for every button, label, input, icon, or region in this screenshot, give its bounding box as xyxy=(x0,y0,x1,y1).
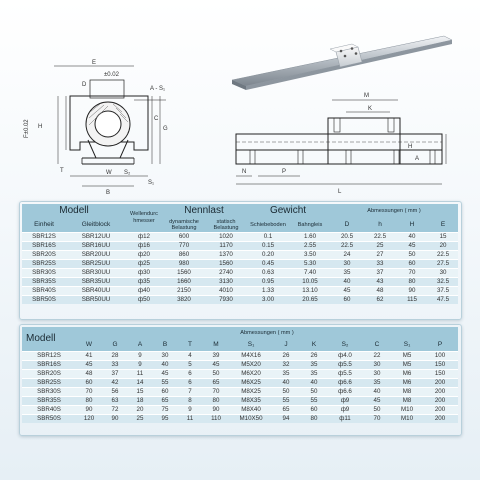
table-cell: 7 xyxy=(178,388,202,397)
table-cell: SBR12UU xyxy=(66,233,126,242)
side-n-label: N xyxy=(242,169,247,175)
table-cell: 94 xyxy=(272,415,300,424)
table-cell: 14 xyxy=(128,379,152,388)
svg-text:E: E xyxy=(92,60,97,66)
table-cell: 3130 xyxy=(206,278,246,287)
spec-table-dimensions xyxy=(22,327,458,423)
table-cell: 50 xyxy=(396,251,428,260)
table-row xyxy=(22,352,458,361)
table-cell: 43 xyxy=(364,278,396,287)
header2-abmessungen: Abmessungen ( mm ) xyxy=(76,327,458,339)
table-cell: 60 xyxy=(152,388,178,397)
table-cell: 70 xyxy=(76,388,102,397)
table-cell: M8X35 xyxy=(230,397,272,406)
table-cell: SBR50S xyxy=(22,415,76,424)
header-einheit: Einheit xyxy=(22,218,66,233)
table-cell: 65 xyxy=(202,379,230,388)
front-b-label: B xyxy=(106,190,111,196)
column-header: A xyxy=(128,339,152,352)
table-cell: 860 xyxy=(162,251,206,260)
table-cell: 60 xyxy=(396,260,428,269)
table-cell: SBR12S xyxy=(22,352,76,361)
table-cell: 30 xyxy=(362,361,392,370)
table-cell: 22.5 xyxy=(330,242,364,251)
table-cell: 3820 xyxy=(162,296,206,305)
table-cell: 27.5 xyxy=(428,260,458,269)
front-f-label: F±0.02 xyxy=(24,119,30,138)
table-cell: 1660 xyxy=(162,278,206,287)
table-row xyxy=(22,406,458,415)
table-cell: ф35 xyxy=(126,278,162,287)
table-cell: M8X40 xyxy=(230,406,272,415)
table-cell: 37.5 xyxy=(428,287,458,296)
table-cell: 1170 xyxy=(206,242,246,251)
table-cell: 22.5 xyxy=(428,251,458,260)
column-header: G xyxy=(102,339,128,352)
table-cell: 8 xyxy=(178,397,202,406)
table-cell: ф50 xyxy=(126,296,162,305)
table-cell: 62 xyxy=(364,296,396,305)
table-cell: 20 xyxy=(128,406,152,415)
table-cell: SBR35S xyxy=(22,278,66,287)
table-cell: SBR30UU xyxy=(66,269,126,278)
side-l-label: L xyxy=(338,189,342,195)
table-cell: M8 xyxy=(392,397,422,406)
table-cell: 1370 xyxy=(206,251,246,260)
table-cell: 90 xyxy=(202,406,230,415)
header-abmessungen: Abmessungen ( mm ) xyxy=(330,204,458,218)
header-wellen: Wellendurc hmesser xyxy=(126,204,162,233)
table-cell: 70 xyxy=(202,388,230,397)
table-cell: 95 xyxy=(152,415,178,424)
front-h-label: H xyxy=(38,124,43,130)
header2-modell: Modell xyxy=(22,327,76,352)
table-cell: 50 xyxy=(272,388,300,397)
table-cell: 55 xyxy=(272,397,300,406)
table-row xyxy=(22,260,458,269)
table-cell: 2.55 xyxy=(290,242,330,251)
table-cell: 7.40 xyxy=(290,269,330,278)
table-cell: M10 xyxy=(392,406,422,415)
table-cell: 7930 xyxy=(206,296,246,305)
table-cell: 11 xyxy=(178,415,202,424)
table-cell: 50 xyxy=(300,388,328,397)
table-cell: SBR25UU xyxy=(66,260,126,269)
table-cell: M10 xyxy=(392,415,422,424)
table-row xyxy=(22,370,458,379)
table-cell: 0.20 xyxy=(246,251,290,260)
table-cell: 45 xyxy=(152,370,178,379)
table-cell: 80 xyxy=(76,397,102,406)
table-cell: 980 xyxy=(162,260,206,269)
table-cell: ф9 xyxy=(328,406,362,415)
table-row xyxy=(22,388,458,397)
column-header: K xyxy=(300,339,328,352)
column-header: J xyxy=(272,339,300,352)
table-cell: 22.5 xyxy=(364,233,396,242)
table-cell: 15 xyxy=(428,233,458,242)
table-cell: 60 xyxy=(300,406,328,415)
table-cell: M6 xyxy=(392,370,422,379)
table-cell: 200 xyxy=(422,406,458,415)
header-dynamisch: dynamische Belastung xyxy=(162,218,206,233)
table-cell: SBR16S xyxy=(22,361,76,370)
side-a-label: A xyxy=(415,156,420,162)
table-cell: 20 xyxy=(428,242,458,251)
table-row xyxy=(22,278,458,287)
column-header: S₂ xyxy=(328,339,362,352)
front-t-label: T xyxy=(60,168,64,174)
table-cell: 9 xyxy=(178,406,202,415)
table-cell: 6 xyxy=(178,379,202,388)
front-s1-label: S₁ xyxy=(148,180,155,186)
table-cell: 80 xyxy=(396,278,428,287)
table-cell: 35 xyxy=(330,269,364,278)
table-cell: ф20 xyxy=(126,251,162,260)
table-cell: ф12 xyxy=(126,233,162,242)
header-bahngleis: Bahngleis xyxy=(290,218,330,233)
table-cell: M6 xyxy=(392,379,422,388)
table-cell: ф25 xyxy=(126,260,162,269)
table-cell: M4X16 xyxy=(230,352,272,361)
table-cell: 39 xyxy=(202,352,230,361)
table-cell: SBR40UU xyxy=(66,287,126,296)
table-cell: M5 xyxy=(392,352,422,361)
column-header: B xyxy=(152,339,178,352)
table-cell: 33 xyxy=(102,361,128,370)
table-cell: SBR30S xyxy=(22,388,76,397)
table-cell: SBR50UU xyxy=(66,296,126,305)
side-k-label: K xyxy=(368,106,373,112)
table-cell: 47.5 xyxy=(428,296,458,305)
table-cell: 45 xyxy=(396,242,428,251)
table-cell: 20.5 xyxy=(330,233,364,242)
table-cell: 18 xyxy=(128,397,152,406)
table-cell: SBR50S xyxy=(22,296,66,305)
table-cell: ф40 xyxy=(126,287,162,296)
header-gewicht: Gewicht xyxy=(246,204,330,218)
table-cell: 32.5 xyxy=(428,278,458,287)
table-cell: 75 xyxy=(152,406,178,415)
table-cell: 35 xyxy=(300,361,328,370)
table-cell: 200 xyxy=(422,397,458,406)
table-cell: 33 xyxy=(364,260,396,269)
column-header: S₁ xyxy=(392,339,422,352)
table-row xyxy=(22,269,458,278)
table-cell: 30 xyxy=(152,352,178,361)
table-cell: 22 xyxy=(362,352,392,361)
table-cell: 1.60 xyxy=(290,233,330,242)
table-row xyxy=(22,415,458,424)
column-header: W xyxy=(76,339,102,352)
front-c-label: C xyxy=(154,116,159,122)
header-statisch: statisch Belastung xyxy=(206,218,246,233)
table-cell: 45 xyxy=(362,397,392,406)
side-view-drawing xyxy=(236,100,446,184)
table-row xyxy=(22,379,458,388)
table-row xyxy=(22,296,458,305)
table-cell: SBR20S xyxy=(22,251,66,260)
table-cell: SBR25S xyxy=(22,260,66,269)
table-cell: 200 xyxy=(422,379,458,388)
table-cell: SBR16UU xyxy=(66,242,126,251)
table-cell: M10X50 xyxy=(230,415,272,424)
front-w-label: W xyxy=(106,170,112,176)
table-cell: 25 xyxy=(364,242,396,251)
table-cell: 3.00 xyxy=(246,296,290,305)
table-cell: 1560 xyxy=(162,269,206,278)
table-cell: 35 xyxy=(300,370,328,379)
svg-text:±0.02: ±0.02 xyxy=(104,72,119,78)
svg-text:D: D xyxy=(82,82,87,88)
table-cell: 0.95 xyxy=(246,278,290,287)
table-cell: ф30 xyxy=(126,269,162,278)
table-cell: 26 xyxy=(300,352,328,361)
table-cell: 90 xyxy=(396,287,428,296)
table-cell: 30 xyxy=(362,370,392,379)
table-cell: 0.15 xyxy=(246,242,290,251)
table-cell: M5 xyxy=(392,361,422,370)
table-cell: 45 xyxy=(76,361,102,370)
table-cell: 45 xyxy=(202,361,230,370)
table-cell: 27 xyxy=(364,251,396,260)
table-cell: SBR16S xyxy=(22,242,66,251)
table-cell: 9 xyxy=(128,352,152,361)
table-cell: 1560 xyxy=(206,260,246,269)
table-cell: 48 xyxy=(76,370,102,379)
table-cell: 2150 xyxy=(162,287,206,296)
table-cell: 2740 xyxy=(206,269,246,278)
table-cell: 65 xyxy=(152,397,178,406)
table-cell: 5.30 xyxy=(290,260,330,269)
table-cell: 6 xyxy=(178,370,202,379)
table-cell: 42 xyxy=(102,379,128,388)
table-row xyxy=(22,233,458,242)
table-cell: 37 xyxy=(102,370,128,379)
table-cell: ф11 xyxy=(328,415,362,424)
table-cell: ф6.6 xyxy=(328,388,362,397)
table-cell: 25 xyxy=(128,415,152,424)
table-cell: 24 xyxy=(330,251,364,260)
column-header: S₁ xyxy=(230,339,272,352)
table-cell: 30 xyxy=(428,269,458,278)
table-row xyxy=(22,251,458,260)
table-cell: 3.50 xyxy=(290,251,330,260)
table-cell: 9 xyxy=(128,361,152,370)
table-cell: 20.65 xyxy=(290,296,330,305)
table-cell: 10.05 xyxy=(290,278,330,287)
header-nennlast: Nennlast xyxy=(162,204,246,218)
column-header: C xyxy=(362,339,392,352)
table-cell: 65 xyxy=(272,406,300,415)
table-cell: M8 xyxy=(392,388,422,397)
table-cell: M6X20 xyxy=(230,370,272,379)
table-cell: 0.1 xyxy=(246,233,290,242)
table-cell: 0.63 xyxy=(246,269,290,278)
table-cell: M8X25 xyxy=(230,388,272,397)
table-cell: SBR40S xyxy=(22,406,76,415)
table-cell: 35 xyxy=(362,379,392,388)
table-cell: 72 xyxy=(102,406,128,415)
table-cell: 63 xyxy=(102,397,128,406)
header-gleitblock: Gleitblock xyxy=(66,218,126,233)
table-row xyxy=(22,397,458,406)
table-cell: 11 xyxy=(128,370,152,379)
table-cell: M5X20 xyxy=(230,361,272,370)
table-cell: 1.33 xyxy=(246,287,290,296)
side-h-label: H xyxy=(408,144,413,150)
table-cell: SBR12S xyxy=(22,233,66,242)
table-cell: 1020 xyxy=(206,233,246,242)
table-cell: 40 xyxy=(330,278,364,287)
table-cell: 80 xyxy=(202,397,230,406)
table-cell: 80 xyxy=(300,415,328,424)
table-cell: 600 xyxy=(162,233,206,242)
table-cell: 13.10 xyxy=(290,287,330,296)
table-cell: 55 xyxy=(152,379,178,388)
table-cell: 40 xyxy=(396,233,428,242)
table-cell: 150 xyxy=(422,361,458,370)
table-cell: 26 xyxy=(272,352,300,361)
table-cell: ф16 xyxy=(126,242,162,251)
column-header: T xyxy=(178,339,202,352)
front-view-drawing xyxy=(54,60,166,186)
table-cell: 70 xyxy=(396,269,428,278)
table-cell: 770 xyxy=(162,242,206,251)
table-cell: 55 xyxy=(300,397,328,406)
table-cell: 35 xyxy=(272,370,300,379)
table-cell: 32 xyxy=(272,361,300,370)
table-cell: M6X25 xyxy=(230,379,272,388)
table-cell: ф6.6 xyxy=(328,379,362,388)
product-photo xyxy=(232,36,452,90)
table-cell: SBR20UU xyxy=(66,251,126,260)
side-m-label: M xyxy=(364,93,369,99)
table-cell: 40 xyxy=(362,388,392,397)
front-s2-label: S₂ xyxy=(124,170,131,176)
table-row xyxy=(22,287,458,296)
table-cell: SBR30S xyxy=(22,269,66,278)
side-p-label: P xyxy=(282,169,287,175)
table-cell: 100 xyxy=(422,352,458,361)
table-cell: 110 xyxy=(202,415,230,424)
table-cell: 15 xyxy=(128,388,152,397)
table-cell: ф5.5 xyxy=(328,370,362,379)
table-cell: ф4.0 xyxy=(328,352,362,361)
table-cell: SBR20S xyxy=(22,370,76,379)
header-schiebeboden: Schiebeboden xyxy=(246,218,290,233)
table-cell: 90 xyxy=(102,415,128,424)
table-cell: 48 xyxy=(364,287,396,296)
table-cell: 150 xyxy=(422,370,458,379)
table-cell: 56 xyxy=(102,388,128,397)
table-cell: 40 xyxy=(272,379,300,388)
table-cell: 50 xyxy=(362,406,392,415)
table-cell: SBR35S xyxy=(22,397,76,406)
table-cell: 28 xyxy=(102,352,128,361)
header-modell: Modell xyxy=(22,204,126,218)
table-cell: 5 xyxy=(178,361,202,370)
table-cell: 4 xyxy=(178,352,202,361)
table-cell: 40 xyxy=(152,361,178,370)
table-row xyxy=(22,242,458,251)
table-cell: SBR25S xyxy=(22,379,76,388)
table-cell: 60 xyxy=(330,296,364,305)
table-row xyxy=(22,361,458,370)
table-cell: 0.45 xyxy=(246,260,290,269)
header-h: H xyxy=(396,218,428,233)
table-cell: ф5.5 xyxy=(328,361,362,370)
technical-drawing xyxy=(0,0,480,200)
table-cell: ф9 xyxy=(328,397,362,406)
table-cell: 50 xyxy=(202,370,230,379)
svg-text:A - S₁: A - S₁ xyxy=(150,86,166,92)
table-cell: 120 xyxy=(76,415,102,424)
table-cell: SBR35UU xyxy=(66,278,126,287)
column-header: M xyxy=(202,339,230,352)
table-cell: SBR40S xyxy=(22,287,66,296)
table-cell: 37 xyxy=(364,269,396,278)
table-cell: 41 xyxy=(76,352,102,361)
front-g-label: G xyxy=(163,126,168,132)
table-cell: 90 xyxy=(76,406,102,415)
spec-table-load-weight xyxy=(22,204,458,304)
table-cell: 45 xyxy=(330,287,364,296)
table-cell: 115 xyxy=(396,296,428,305)
table-cell: 30 xyxy=(330,260,364,269)
table-cell: 200 xyxy=(422,415,458,424)
column-header: P xyxy=(422,339,458,352)
table-cell: 4010 xyxy=(206,287,246,296)
header-e: E xyxy=(428,218,458,233)
table-cell: 40 xyxy=(300,379,328,388)
table-cell: 70 xyxy=(362,415,392,424)
table-cell: 200 xyxy=(422,388,458,397)
header-d: D xyxy=(330,218,364,233)
table-cell: 60 xyxy=(76,379,102,388)
header-h-small: h xyxy=(364,218,396,233)
